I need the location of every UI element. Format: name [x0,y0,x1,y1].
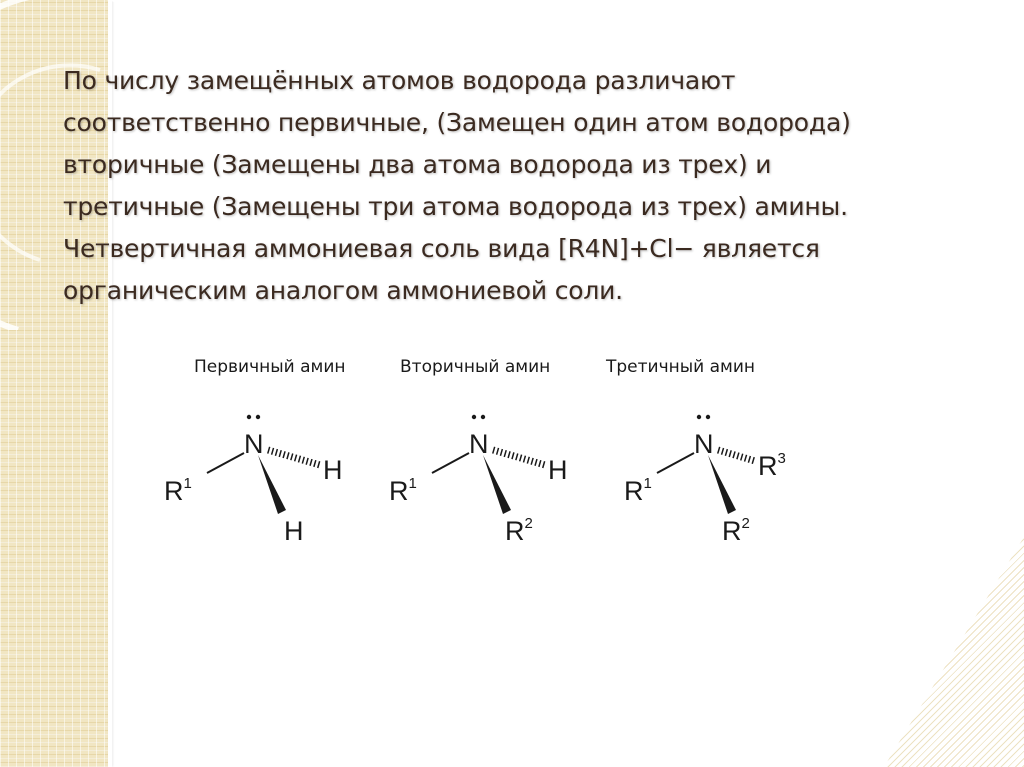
body-line: соответственно первичные, (Замещен один атом водорода) [63,108,851,137]
hashed-bond-right [493,450,545,465]
wedge-bond-bottom [483,455,511,514]
hashed-bond-right [718,450,755,461]
caption-primary-amine: Первичный амин [194,357,346,377]
hashed-bond-right [268,450,320,465]
substituent-bottom: H [284,516,304,546]
lone-pair-dot [472,415,476,419]
substituent-right: H [548,455,568,485]
bond-left [207,453,244,473]
lone-pair-dot [256,415,260,419]
body-line: По числу замещённых атомов водорода различают [63,66,736,95]
substituent-left: $R^1$ [624,475,652,506]
body-line: органическим аналогом аммониевой соли. [63,276,623,305]
wedge-bond-bottom [258,455,286,514]
nitrogen-atom: N [694,429,714,459]
lone-pair-dot [706,415,710,419]
amine-structures [150,395,830,565]
nitrogen-atom: N [244,429,264,459]
body-line: Четвертичная аммониевая соль вида [R4N]+Cl− является [63,234,820,263]
substituent-bottom: $R^2$ [722,515,750,546]
bond-left [432,453,469,473]
wedge-bond-bottom [708,455,736,514]
caption-secondary-amine: Вторичный амин [400,357,551,377]
decorative-corner-pattern [884,537,1024,767]
substituent-left: $R^1$ [164,475,192,506]
molecule-primary-amine [164,415,343,546]
caption-tertiary-amine: Третичный амин [606,357,756,377]
lone-pair-dot [247,415,251,419]
body-line: вторичные (Замещены два атома водорода из трех) и [63,150,772,179]
body-line: третичные (Замещены три атома водорода из трех) амины. [63,192,848,221]
lone-pair-dot [481,415,485,419]
body-text [63,60,963,312]
substituent-left: $R^1$ [389,475,417,506]
lone-pair-dot [697,415,701,419]
molecule-secondary-amine [389,415,568,546]
substituent-bottom: $R^2$ [505,515,533,546]
molecule-tertiary-amine [624,415,786,546]
bond-left [657,453,694,473]
nitrogen-atom: N [469,429,489,459]
substituent-right: H [323,455,343,485]
substituent-right: $R^3$ [758,450,786,481]
